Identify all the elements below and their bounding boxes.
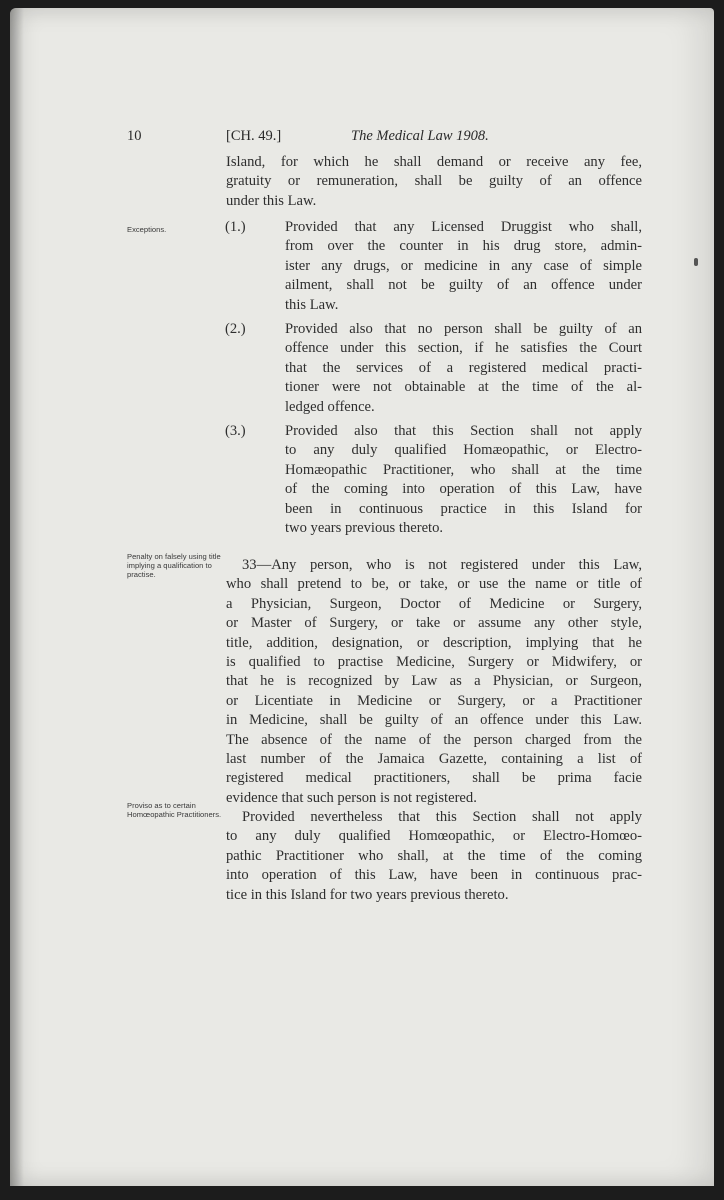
proviso-item <box>225 422 642 538</box>
proviso-number: (1.) <box>225 219 246 235</box>
text-line: a Physician, Surgeon, Doctor of Medicine or Surgery, <box>226 595 642 612</box>
proviso-item <box>225 218 642 315</box>
document-page <box>10 8 714 1186</box>
proviso-number: (2.) <box>225 321 246 338</box>
text-line: in Medicine, shall be guilty of an offence under this Law. <box>226 712 642 729</box>
text-line: into operation of this Law, have been in continuous prac- <box>226 867 642 884</box>
text-line: evidence that such person is not registered. <box>226 789 477 806</box>
text-line: (3.) Provided also that this Section shall not apply <box>255 422 642 441</box>
text-line: this Law. <box>285 296 339 313</box>
proviso-item <box>225 320 642 417</box>
text-line: or Licentiate in Medicine or Surgery, or a Practitioner <box>226 692 642 709</box>
margin-note-penalty: Penalty on falsely using title implying a qualification to practise. <box>127 552 221 579</box>
margin-note-proviso: Proviso as to certain Homœopathic Practitioners. <box>127 801 222 819</box>
text-line: The absence of the name of the person charged from the <box>226 731 642 748</box>
text-line: is qualified to practise Medicine, Surgery or Midwifery, or <box>226 654 642 671</box>
chapter-reference: [CH. 49.] <box>226 128 282 144</box>
text-line: offence under this section, if he satisfies the Court <box>285 340 642 357</box>
text-line: tice in this Island for two years previous thereto. <box>226 886 509 903</box>
text-line: Island, for which he shall demand or receive any fee, <box>226 154 642 170</box>
text-line: pathic Practitioner who shall, at the time of the coming <box>226 847 642 864</box>
text-line: ister any drugs, or medicine in any case of simple <box>285 257 642 274</box>
text-line: to any duly qualified Homœopathic, or Electro-Homœo- <box>226 828 642 845</box>
text-line: two years previous thereto. <box>285 520 444 537</box>
text-line: from over the counter in his drug store, admin- <box>285 238 642 255</box>
text-line: Provided nevertheless that this Section shall not apply <box>242 809 642 825</box>
opening-paragraph <box>226 153 642 211</box>
text-line: registered medical practitioners, shall be prima facie <box>226 770 642 787</box>
text-line: 33—Any person, who is not registered under this Law, <box>242 557 642 573</box>
text-line: that he is recognized by Law as a Physician, or Surgeon, <box>226 673 642 690</box>
text-line: of the coming into operation of this Law, have <box>285 481 642 498</box>
provisos-list <box>225 218 642 539</box>
text-line: (1.) Provided that any Licensed Druggist who shall, <box>255 218 642 237</box>
margin-note-exceptions: Exceptions. <box>127 225 167 234</box>
text-line: title, addition, designation, or description, implying that he <box>226 634 642 651</box>
text-line: gratuity or remuneration, shall be guilty of an offence <box>226 173 642 190</box>
text-line: under this Law. <box>226 192 317 209</box>
paper-blemish <box>694 258 698 266</box>
text-line: that the services of a registered medical practi- <box>285 359 642 376</box>
running-title: The Medical Law 1908. <box>351 128 489 144</box>
section-33 <box>226 556 642 808</box>
text-line: Homæopathic Practitioner, who shall at the time <box>285 461 642 478</box>
page-header <box>10 128 714 150</box>
proviso-paragraph <box>226 808 642 905</box>
text-line: or Master of Surgery, or take or assume any other style, <box>226 615 642 632</box>
text-line: last number of the Jamaica Gazette, containing a list of <box>226 751 642 768</box>
text-line: (2.) Provided also that no person shall be guilty of an <box>255 320 642 339</box>
text-line: tioner were not obtainable at the time of the al- <box>285 379 642 396</box>
text-line: ledged offence. <box>285 398 375 415</box>
text-line: to any duly qualified Homæopathic, or Electro- <box>285 442 642 459</box>
text-line: ailment, shall not be guilty of an offence under <box>285 277 642 294</box>
page-number: 10 <box>127 128 142 144</box>
text-line: been in continuous practice in this Island for <box>285 500 642 517</box>
text-line: who shall pretend to be, or take, or use the name or title of <box>226 576 642 593</box>
proviso-number: (3.) <box>225 423 246 440</box>
